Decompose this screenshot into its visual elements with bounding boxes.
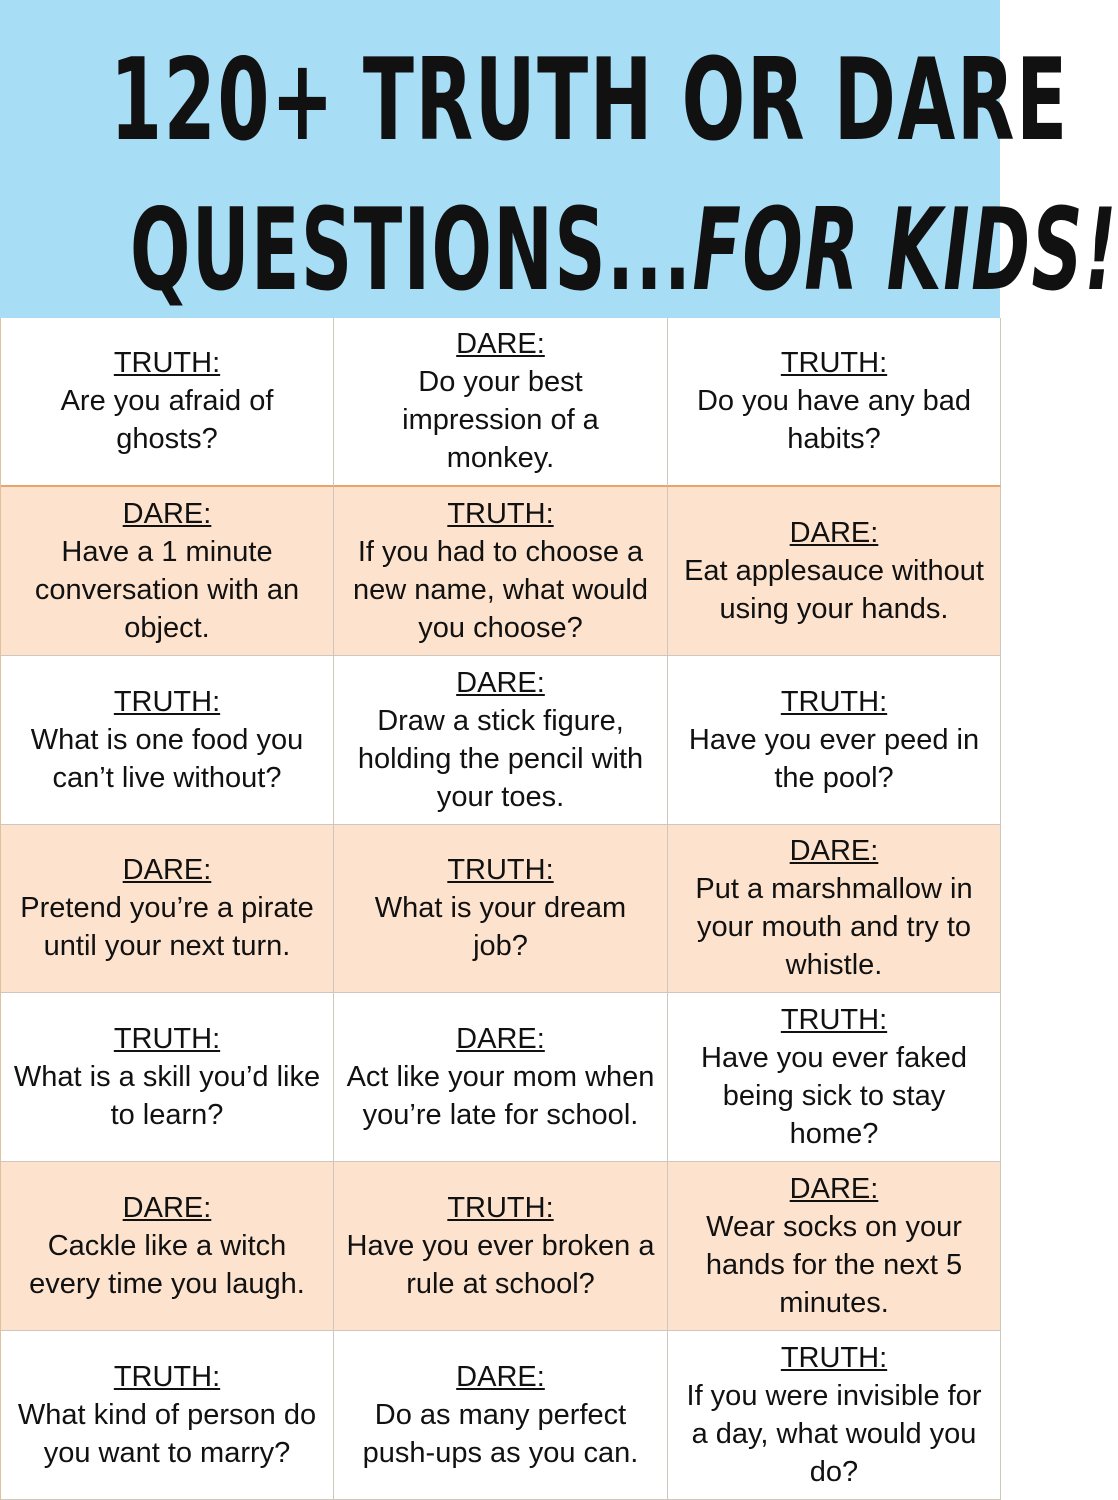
- card-prompt: If you had to choose a new name, what would you choose?: [353, 535, 648, 644]
- card-kind-label: TRUTH:: [447, 854, 554, 887]
- card-prompt: Do you have any bad habits?: [696, 385, 972, 456]
- card-prompt: Have you ever broken a rule at school?: [346, 1230, 655, 1301]
- card-prompt: Draw a stick figure, holding the pencil with your toes.: [357, 704, 644, 813]
- card-kind-label: DARE:: [122, 854, 212, 887]
- card-prompt: Have you ever faked being sick to stay home?: [701, 1042, 967, 1151]
- question-card: [1, 825, 334, 994]
- card-prompt: Do your best impression of a monkey.: [402, 366, 599, 475]
- card-prompt: Have you ever peed in the pool?: [688, 723, 980, 794]
- card-kind-label: DARE:: [789, 1173, 879, 1206]
- card-prompt: Act like your mom when you’re late for school.: [346, 1061, 655, 1132]
- title-questions: QUESTIONS...: [130, 183, 693, 317]
- question-card: [668, 656, 1001, 825]
- card-prompt: Have a 1 minute conversation with an object.: [34, 535, 300, 644]
- card-prompt: What kind of person do you want to marry?: [17, 1399, 317, 1470]
- card-kind-label: TRUTH:: [113, 1361, 221, 1394]
- card-kind-label: TRUTH:: [780, 1004, 888, 1037]
- card-prompt: If you were invisible for a day, what would you do?: [686, 1380, 982, 1489]
- question-card: [1, 656, 334, 825]
- card-kind-label: DARE:: [456, 1023, 545, 1056]
- card-kind-label: TRUTH:: [447, 1192, 554, 1225]
- question-card: [1, 318, 334, 487]
- card-kind-label: TRUTH:: [113, 685, 221, 718]
- card-prompt: What is your dream job?: [374, 892, 627, 963]
- title-line-2: [130, 167, 1118, 332]
- card-kind-label: TRUTH:: [780, 685, 888, 718]
- card-kind-label: TRUTH:: [780, 1342, 888, 1375]
- card-kind-label: DARE:: [456, 666, 545, 699]
- card-kind-label: TRUTH:: [780, 347, 888, 380]
- title-for-kids: FOR KIDS!: [692, 183, 1118, 317]
- question-card: [668, 487, 1001, 656]
- card-kind-label: TRUTH:: [447, 497, 554, 530]
- card-kind-label: DARE:: [789, 835, 879, 868]
- title-line-1: 120+ TRUTH OR DARE: [110, 33, 1069, 167]
- card-prompt: What is one food you can’t live without?: [30, 723, 304, 794]
- question-card: [334, 1331, 668, 1500]
- card-prompt: Pretend you’re a pirate until your next turn.: [20, 892, 314, 963]
- card-kind-label: DARE:: [456, 328, 545, 361]
- question-card: [668, 318, 1001, 487]
- question-card: [1, 993, 334, 1162]
- card-kind-label: DARE:: [122, 1192, 212, 1225]
- card-prompt: Put a marshmallow in your mouth and try to whistle.: [695, 873, 973, 982]
- question-grid: [0, 318, 1000, 1500]
- card-kind-label: DARE:: [789, 516, 879, 549]
- card-kind-label: TRUTH:: [113, 347, 221, 380]
- question-card: [334, 318, 668, 487]
- card-kind-label: DARE:: [122, 497, 212, 530]
- question-card: [668, 1331, 1001, 1500]
- question-card: [668, 825, 1001, 994]
- question-card: [334, 1162, 668, 1331]
- card-kind-label: TRUTH:: [113, 1023, 221, 1056]
- question-card: [334, 825, 668, 994]
- card-kind-label: DARE:: [456, 1361, 545, 1394]
- card-prompt: Cackle like a witch every time you laugh.: [29, 1230, 305, 1301]
- card-prompt: Do as many perfect push-ups as you can.: [362, 1399, 639, 1470]
- question-card: [1, 487, 334, 656]
- question-card: [334, 487, 668, 656]
- question-card: [668, 993, 1001, 1162]
- title-banner: [0, 0, 1118, 318]
- question-card: [668, 1162, 1001, 1331]
- question-card: [334, 656, 668, 825]
- card-prompt: Are you afraid of ghosts?: [60, 385, 274, 456]
- question-card: [334, 993, 668, 1162]
- card-prompt: What is a skill you’d like to learn?: [13, 1061, 321, 1132]
- card-prompt: Eat applesauce without using your hands.: [684, 554, 984, 625]
- question-card: [1, 1162, 334, 1331]
- card-prompt: Wear socks on your hands for the next 5 minutes.: [705, 1211, 963, 1320]
- question-card: [1, 1331, 334, 1500]
